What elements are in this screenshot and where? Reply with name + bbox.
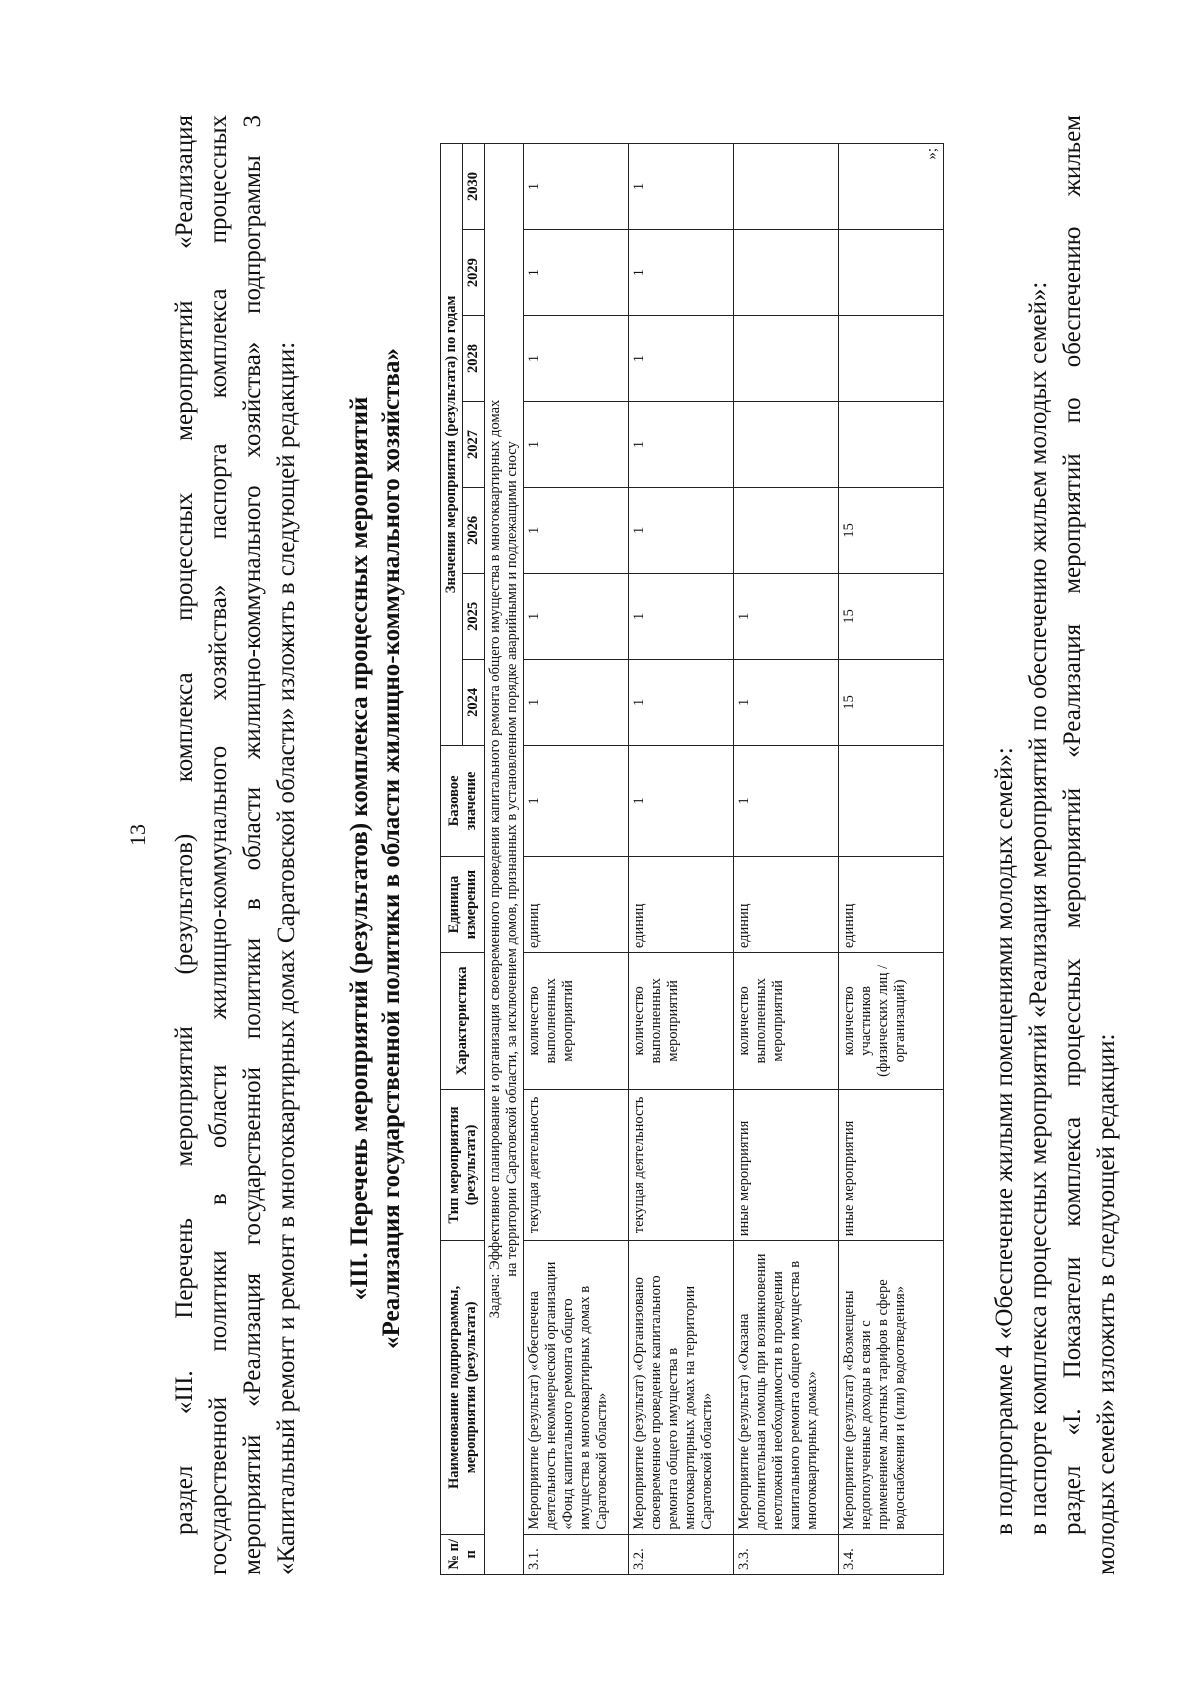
intro-line-2: государственной политики в области жилищно-коммунального хозяйства» паспорта комплекса процессных <box>205 115 232 1575</box>
header-name: Наименование подпрограммы, мероприятия (результата) <box>441 1241 485 1534</box>
activities-table <box>440 143 944 1575</box>
row-value: 15 <box>839 573 944 659</box>
row-value: 15 <box>839 487 944 573</box>
header-characteristic: Характеристика <box>441 953 485 1090</box>
section-heading-line-1: «III. Перечень мероприятий (результатов) комплекса процессных мероприятий <box>346 396 373 1301</box>
header-year: 2025 <box>463 573 485 659</box>
task-line-2: на территории Саратовской области, за исключением домов, признанных в установленном порядке аварийными и подлежащими сносу <box>504 441 520 1277</box>
after-line-2: в паспорте комплекса процессных мероприятий «Реализация мероприятий по обеспечению жильем молодых семей»: <box>1025 281 1052 1535</box>
header-year: 2030 <box>463 144 485 230</box>
row-unit: единиц <box>524 857 629 953</box>
row-value <box>839 316 944 402</box>
closing-mark: »; <box>924 148 940 160</box>
table-row <box>839 144 944 1575</box>
header-values-group: Значения мероприятия (результата) по годам <box>441 144 463 746</box>
row-name: Мероприятие (результат) «Оказана дополнительная помощь при возникновении неотложной необходимости в проведении капитального ремонта общего имущества в многоквартирных домах» <box>734 1241 839 1534</box>
intro-line-1: раздел «III. Перечень мероприятий (результатов) комплекса процессных мероприятий «Реализация <box>171 115 198 1535</box>
row-num: 3.1. <box>524 1534 629 1574</box>
row-value: 15 <box>839 659 944 745</box>
table-row <box>524 144 629 1575</box>
row-value <box>839 401 944 487</box>
row-value: 1 <box>629 144 734 230</box>
row-value: 1 <box>629 487 734 573</box>
row-value: 1 <box>629 573 734 659</box>
row-base: 1 <box>629 745 734 856</box>
row-characteristic: количество участников (физических лиц / организаций) <box>839 953 944 1090</box>
table-row <box>734 144 839 1575</box>
row-value: 1 <box>629 316 734 402</box>
row-value: 1 <box>524 659 629 745</box>
row-base: 1 <box>734 745 839 856</box>
page-number: 13 <box>125 824 150 846</box>
header-year: 2026 <box>463 487 485 573</box>
row-value: 1 <box>524 144 629 230</box>
row-base <box>839 745 944 856</box>
task-cell <box>485 144 524 1575</box>
row-value-last <box>839 144 944 230</box>
intro-line-3: мероприятий «Реализация государственной политики в области жилищно-коммунального хозяйства» подпрограммы 3 <box>239 115 266 1575</box>
row-unit: единиц <box>839 857 944 953</box>
task-line-1: Задача: Эффективное планирование и организация своевременного проведения капитального ремонта общего имущества в многоквартирных домах <box>487 399 503 1319</box>
table-row <box>629 144 734 1575</box>
row-type: текущая деятельность <box>629 1089 734 1241</box>
row-name: Мероприятие (результат) «Возмещены недополученные доходы в связи с применением льготных тарифов в сфере водоснабжения и (или) водоотведения» <box>839 1241 944 1534</box>
header-num: № п/п <box>441 1534 485 1574</box>
row-unit: единиц <box>629 857 734 953</box>
after-line-3: раздел «I. Показатели комплекса процессных мероприятий «Реализация мероприятий по обеспечению жильем <box>1059 115 1086 1535</box>
row-value <box>734 230 839 316</box>
row-value <box>734 487 839 573</box>
section-heading-line-2: «Реализация государственной политики в области жилищно-коммунального хозяйства» <box>378 348 405 1349</box>
row-value <box>734 401 839 487</box>
task-row <box>485 144 524 1575</box>
row-type: текущая деятельность <box>524 1089 629 1241</box>
row-value: 1 <box>629 659 734 745</box>
row-value: 1 <box>524 230 629 316</box>
row-unit: единиц <box>734 857 839 953</box>
header-year: 2027 <box>463 401 485 487</box>
row-value: 1 <box>524 316 629 402</box>
row-base: 1 <box>524 745 629 856</box>
header-type: Тип мероприятия (результата) <box>441 1089 485 1241</box>
row-value: 1 <box>734 573 839 659</box>
header-unit: Единица измерения <box>441 857 485 953</box>
after-line-4: молодых семей» изложить в следующей редакции: <box>1093 1033 1120 1575</box>
row-num: 3.3. <box>734 1534 839 1574</box>
row-characteristic: количество выполненных мероприятий <box>524 953 629 1090</box>
row-value: 1 <box>629 401 734 487</box>
row-type: иные мероприятия <box>734 1089 839 1241</box>
row-value: 1 <box>524 573 629 659</box>
row-name: Мероприятие (результат) «Обеспечена деятельность некоммерческой организации «Фонд капитального ремонта общего имущества в многоквартирных домах в Саратовской области» <box>524 1241 629 1534</box>
header-year: 2029 <box>463 230 485 316</box>
row-value: 1 <box>734 659 839 745</box>
header-year: 2024 <box>463 659 485 745</box>
row-value: 1 <box>524 401 629 487</box>
row-num: 3.4. <box>839 1534 944 1574</box>
row-value: 1 <box>524 487 629 573</box>
header-year: 2028 <box>463 316 485 402</box>
header-base: Базовое значение <box>441 745 485 856</box>
row-value <box>734 316 839 402</box>
row-value <box>839 230 944 316</box>
row-characteristic: количество выполненных мероприятий <box>734 953 839 1090</box>
after-line-1: в подпрограмме 4 «Обеспечение жилыми помещениями молодых семей»: <box>991 747 1018 1535</box>
row-value: 1 <box>629 230 734 316</box>
row-type: иные мероприятия <box>839 1089 944 1241</box>
row-num: 3.2. <box>629 1534 734 1574</box>
row-name: Мероприятие (результат) «Организовано своевременное проведение капитального ремонта общего имущества в многоквартирных домах на территории Саратовской области» <box>629 1241 734 1534</box>
intro-line-4: «Капитальный ремонт и ремонт в многоквартирных домах Саратовской области» изложить в следующей редакции: <box>273 341 300 1575</box>
table-header-row <box>441 144 463 1575</box>
row-value <box>734 144 839 230</box>
row-characteristic: количество выполненных мероприятий <box>629 953 734 1090</box>
